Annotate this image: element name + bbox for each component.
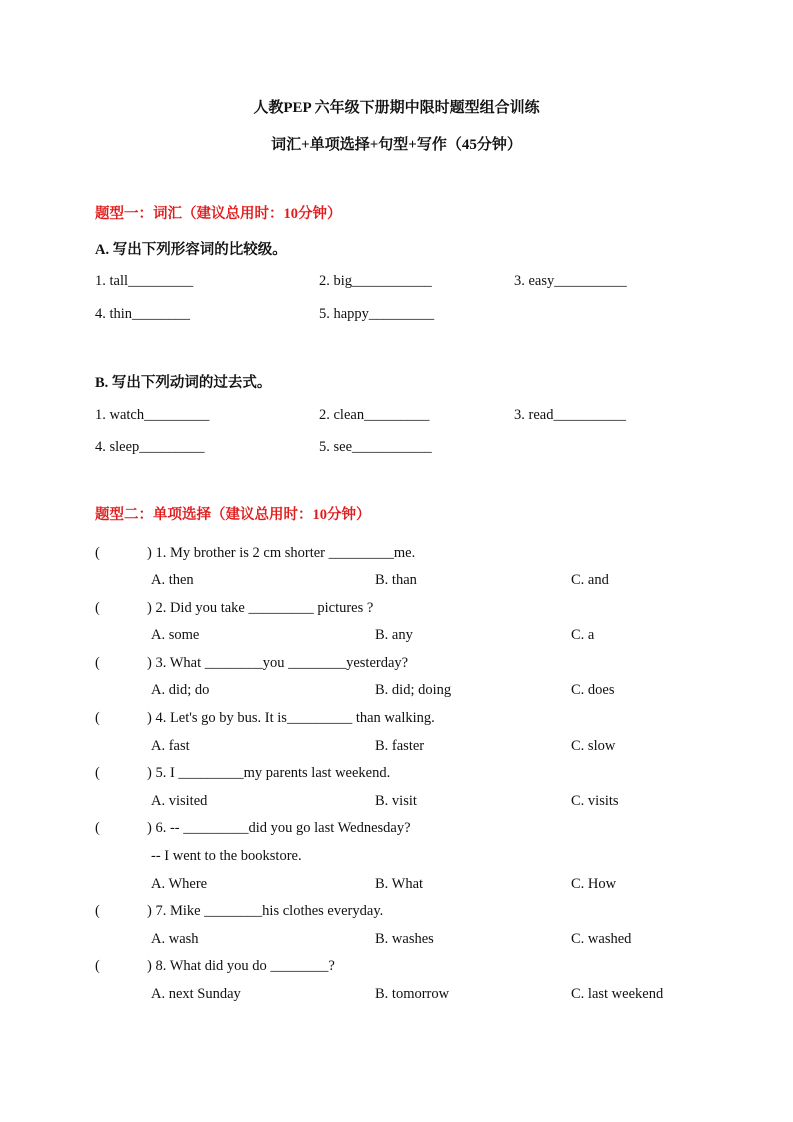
option-a: A. next Sunday — [151, 986, 241, 1002]
answer-paren: ( — [95, 820, 100, 836]
section-heading-vocabulary: 题型一：词汇（建议总用时：10分钟） — [95, 206, 342, 222]
answer-paren: ( — [95, 600, 100, 616]
option-b: B. faster — [375, 738, 425, 754]
option-c: C. slow — [571, 738, 616, 754]
vocab-item: 5. see___________ — [319, 439, 432, 455]
answer-paren: ( — [95, 903, 100, 919]
question-text: ) 7. Mike ________his clothes everyday. — [147, 903, 384, 919]
option-a: A. Where — [151, 876, 208, 892]
part-a-instruction: A. 写出下列形容词的比较级。 — [95, 242, 287, 258]
question-followup: -- I went to the bookstore. — [151, 848, 302, 864]
option-b: B. than — [375, 572, 417, 588]
answer-paren: ( — [95, 958, 100, 974]
option-b: B. any — [375, 627, 413, 643]
option-b: B. visit — [375, 793, 417, 809]
option-a: A. fast — [151, 738, 190, 754]
option-c: C. How — [571, 876, 617, 892]
option-a: A. wash — [151, 931, 199, 947]
option-c: C. and — [571, 572, 609, 588]
option-b: B. What — [375, 876, 424, 892]
option-c: C. washed — [571, 931, 632, 947]
vocab-item: 2. big___________ — [319, 273, 432, 289]
option-a: A. some — [151, 627, 200, 643]
page-title: 人教PEP 六年级下册期中限时题型组合训练 — [253, 100, 540, 116]
vocab-item: 4. thin________ — [95, 306, 191, 322]
question-text: ) 8. What did you do ________? — [147, 958, 335, 974]
answer-paren: ( — [95, 655, 100, 671]
option-a: A. then — [151, 572, 194, 588]
vocab-item: 1. watch_________ — [95, 407, 210, 423]
vocab-item: 3. easy__________ — [514, 273, 627, 289]
option-b: B. tomorrow — [375, 986, 450, 1002]
section-heading-choice: 题型二：单项选择（建议总用时：10分钟） — [95, 507, 371, 523]
question-text: ) 2. Did you take _________ pictures ? — [147, 600, 374, 616]
question-text: ) 6. -- _________did you go last Wednesday? — [147, 820, 411, 836]
option-b: B. washes — [375, 931, 434, 947]
vocab-item: 1. tall_________ — [95, 273, 194, 289]
option-a: A. did; do — [151, 682, 210, 698]
vocab-item: 3. read__________ — [514, 407, 626, 423]
answer-paren: ( — [95, 710, 100, 726]
vocab-item: 2. clean_________ — [319, 407, 430, 423]
option-c: C. visits — [571, 793, 619, 809]
answer-paren: ( — [95, 765, 100, 781]
question-text: ) 4. Let's go by bus. It is_________ than walking. — [147, 710, 435, 726]
option-c: C. last weekend — [571, 986, 664, 1002]
part-b-instruction: B. 写出下列动词的过去式。 — [95, 375, 272, 391]
answer-paren: ( — [95, 545, 100, 561]
question-text: ) 3. What ________you ________yesterday? — [147, 655, 409, 671]
page-subtitle: 词汇+单项选择+句型+写作（45分钟） — [271, 137, 522, 153]
option-c: C. a — [571, 627, 595, 643]
question-text: ) 5. I _________my parents last weekend. — [147, 765, 391, 781]
option-c: C. does — [571, 682, 615, 698]
option-a: A. visited — [151, 793, 208, 809]
option-b: B. did; doing — [375, 682, 452, 698]
vocab-item: 4. sleep_________ — [95, 439, 205, 455]
question-text: ) 1. My brother is 2 cm shorter _________me. — [147, 545, 416, 561]
vocab-item: 5. happy_________ — [319, 306, 435, 322]
